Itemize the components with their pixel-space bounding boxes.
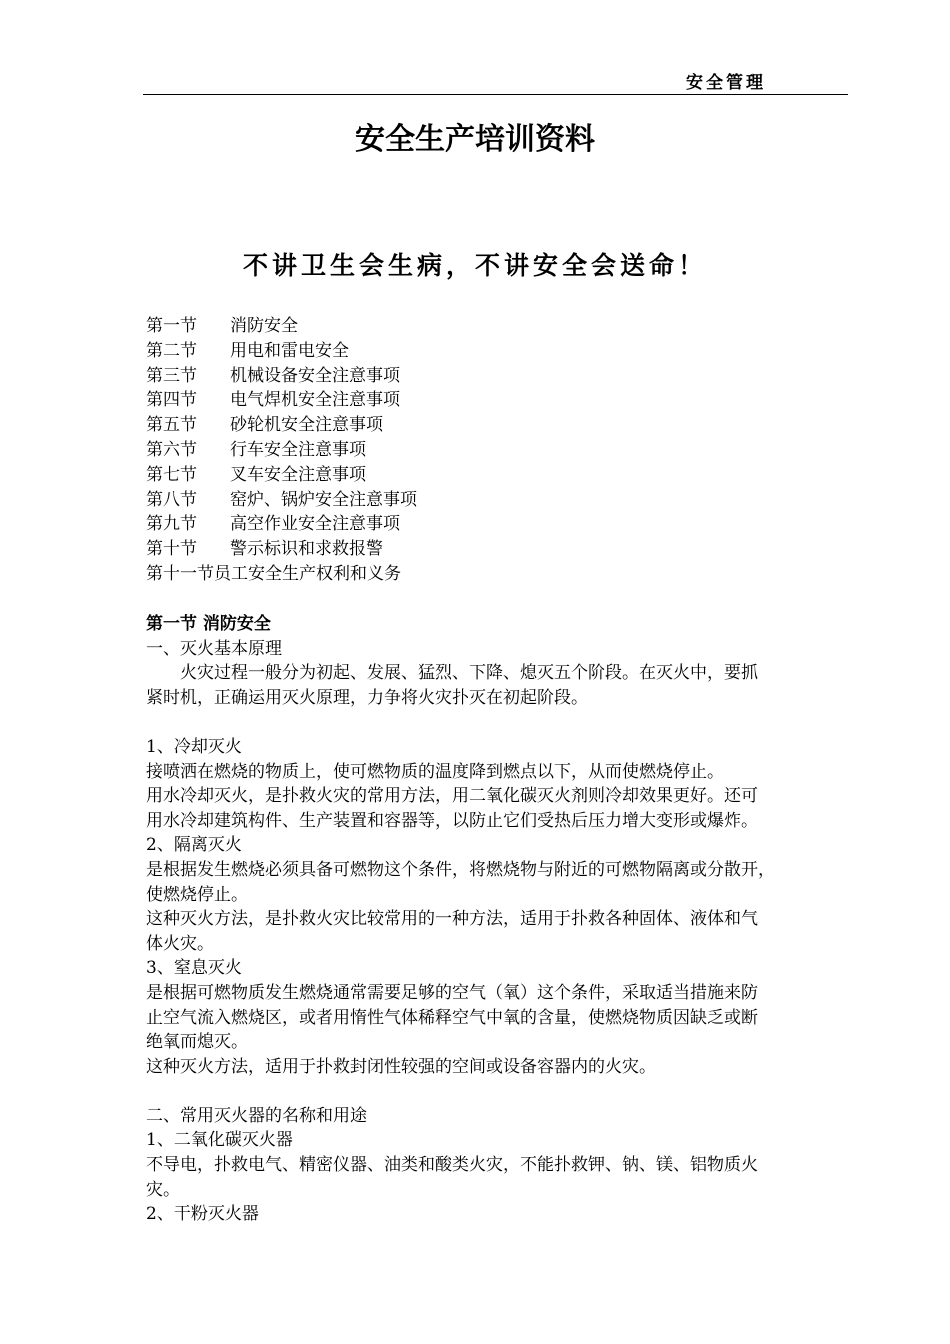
toc-item bbox=[146, 339, 417, 364]
section-body bbox=[146, 612, 851, 1227]
toc-item-number: 第四节 bbox=[146, 390, 197, 411]
toc-item-title: 行车安全注意事项 bbox=[230, 439, 366, 460]
method-heading: 3、窒息灭火 bbox=[146, 958, 242, 979]
toc-item-number: 第十一节 bbox=[146, 563, 214, 584]
paragraph-line: 止空气流入燃烧区，或者用惰性气体稀释空气中氧的含量，使燃烧物质因缺乏或断 bbox=[146, 1007, 758, 1028]
paragraph-line: 不导电，扑救电气、精密仪器、油类和酸类火灾，不能扑救钾、钠、镁、铝物质火 bbox=[146, 1155, 758, 1176]
paragraph-line: 用水冷却灭火，是扑救火灾的常用方法，用二氧化碳灭火剂则冷却效果更好。还可 bbox=[146, 786, 758, 807]
paragraph-line: 紧时机，正确运用灭火原理，力争将火灾扑灭在初起阶段。 bbox=[146, 687, 588, 708]
header-label: 安全管理 bbox=[686, 73, 766, 93]
blank-line bbox=[146, 710, 851, 735]
toc-item-number: 第七节 bbox=[146, 464, 197, 485]
paragraph-line: 火灾过程一般分为初起、发展、猛烈、下降、熄灭五个阶段。在灭火中，要抓 bbox=[180, 663, 758, 684]
toc-item-number: 第九节 bbox=[146, 514, 197, 535]
toc-item-number: 第二节 bbox=[146, 340, 197, 361]
header-divider bbox=[143, 94, 848, 95]
method-heading: 2、隔离灭火 bbox=[146, 835, 242, 856]
paragraph-line: 灾。 bbox=[146, 1179, 180, 1200]
table-of-contents bbox=[146, 314, 417, 587]
toc-item-number: 第一节 bbox=[146, 316, 197, 336]
toc-item bbox=[146, 314, 417, 339]
toc-item bbox=[146, 562, 417, 587]
toc-item bbox=[146, 364, 417, 389]
paragraph-line: 这种灭火方法，是扑救火灾比较常用的一种方法，适用于扑救各种固体、液体和气 bbox=[146, 909, 758, 930]
toc-item bbox=[146, 413, 417, 438]
toc-item bbox=[146, 512, 417, 537]
toc-item bbox=[146, 537, 417, 562]
toc-item-title: 消防安全 bbox=[230, 316, 298, 336]
paragraph-line: 这种灭火方法，适用于扑救封闭性较强的空间或设备容器内的火灾。 bbox=[146, 1056, 656, 1077]
toc-item-number: 第五节 bbox=[146, 415, 197, 436]
toc-item-number: 第八节 bbox=[146, 489, 197, 510]
subsection-heading: 二、常用灭火器的名称和用途 bbox=[146, 1105, 367, 1126]
method-heading: 1、冷却灭火 bbox=[146, 736, 242, 757]
toc-item bbox=[146, 388, 417, 413]
subsection-heading: 一、灭火基本原理 bbox=[146, 638, 282, 659]
paragraph-line: 接喷洒在燃烧的物质上，使可燃物质的温度降到燃点以下，从而使燃烧停止。 bbox=[146, 761, 724, 782]
paragraph-line: 使燃烧停止。 bbox=[146, 884, 248, 905]
toc-item-title: 用电和雷电安全 bbox=[230, 340, 349, 361]
section-heading: 第一节 消防安全 bbox=[146, 614, 271, 634]
document-slogan: 不讲卫生会生病，不讲安全会送命！ bbox=[242, 251, 707, 280]
toc-item-title: 机械设备安全注意事项 bbox=[230, 365, 400, 386]
document-title: 安全生产培训资料 bbox=[355, 122, 595, 157]
paragraph-line: 用水冷却建筑构件、生产装置和容器等，以防止它们受热后压力增大变形或爆炸。 bbox=[146, 810, 758, 831]
extinguisher-heading: 2、干粉灭火器 bbox=[146, 1204, 259, 1225]
toc-item-title: 高空作业安全注意事项 bbox=[230, 514, 400, 535]
toc-item-number: 第六节 bbox=[146, 439, 197, 460]
toc-item-title: 警示标识和求救报警 bbox=[230, 539, 383, 560]
blank-line bbox=[146, 1079, 851, 1104]
toc-item bbox=[146, 438, 417, 463]
paragraph-line: 是根据发生燃烧必须具备可燃物这个条件，将燃烧物与附近的可燃物隔离或分散开， bbox=[146, 859, 775, 880]
toc-item-title: 砂轮机安全注意事项 bbox=[230, 415, 383, 436]
paragraph-line: 是根据可燃物质发生燃烧通常需要足够的空气（氧）这个条件，采取适当措施来防 bbox=[146, 982, 758, 1003]
paragraph-line: 绝氧而熄灭。 bbox=[146, 1032, 248, 1053]
toc-item-number: 第十节 bbox=[146, 539, 197, 560]
toc-item-title: 叉车安全注意事项 bbox=[230, 464, 366, 485]
toc-item bbox=[146, 463, 417, 488]
toc-item-title: 电气焊机安全注意事项 bbox=[230, 390, 400, 411]
extinguisher-heading: 1、二氧化碳灭火器 bbox=[146, 1130, 293, 1151]
toc-item-title: 员工安全生产权利和义务 bbox=[214, 563, 401, 584]
toc-item bbox=[146, 488, 417, 513]
toc-item-title: 窑炉、锅炉安全注意事项 bbox=[230, 489, 417, 510]
paragraph-line: 体火灾。 bbox=[146, 933, 214, 954]
toc-item-number: 第三节 bbox=[146, 365, 197, 386]
